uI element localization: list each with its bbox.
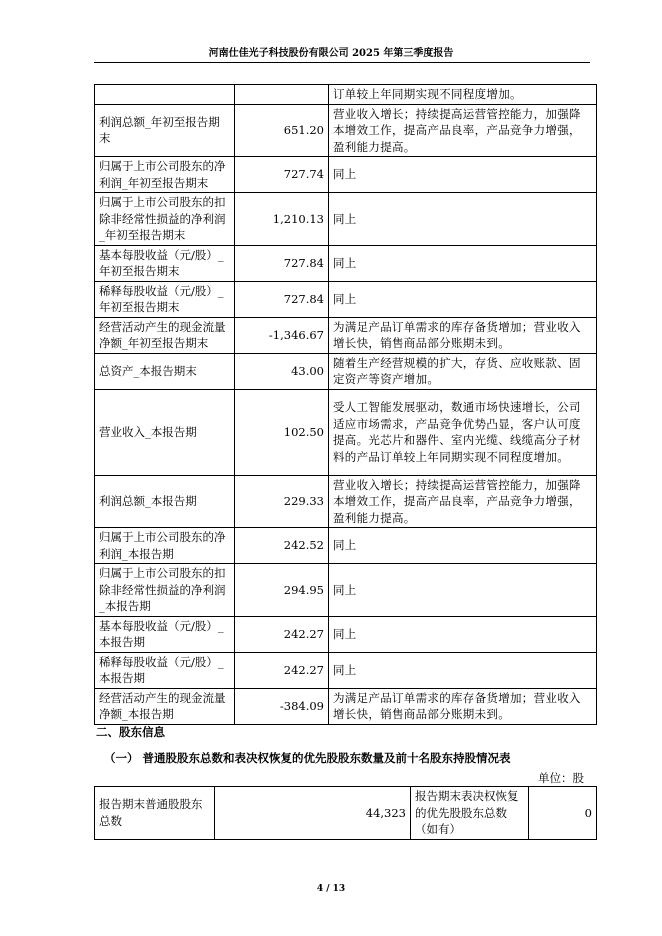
table-row [95,389,597,475]
section-subtitle: （一） 普通股股东总数和表决权恢复的优先股股东数量及前十名股东持股情况表 [104,751,511,765]
item-cell: 经营活动产生的现金流量净额_年初至报告期末 [95,317,235,353]
value-cell: 102.50 [235,389,329,475]
table-row [95,104,597,157]
value-cell: 242.27 [235,616,329,652]
item-cell: 营业收入_本报告期 [95,389,235,475]
value-cell [235,85,329,105]
reason-cell: 订单较上年同期实现不同程度增加。 [329,85,597,105]
item-cell [95,85,235,105]
table-row [95,193,597,246]
reason-cell: 同上 [329,281,597,317]
reason-cell: 受人工智能发展驱动，数通市场快速增长，公司适应市场需求，产品竞争优势凸显，客户认可度提高。光芯片和器件、室内光缆、线缆高分子材料的产品订单较上年同期实现不同程度增加。 [329,389,597,475]
table-row [95,787,597,840]
change-reason-table [94,84,597,725]
value-cell: -384.09 [235,688,329,724]
item-cell: 归属于上市公司股东的扣除非经常性损益的净利润_年初至报告期末 [95,193,235,246]
value-cell: 1,210.13 [235,193,329,246]
value-cell: 294.95 [235,564,329,617]
table-row [95,528,597,564]
table-row [95,317,597,353]
section-title: 二、股东信息 [96,725,165,739]
item-cell: 经营活动产生的现金流量净额_本报告期 [95,688,235,724]
item-cell: 稀释每股收益（元/股）_本报告期 [95,652,235,688]
table-row [95,281,597,317]
reason-cell: 同上 [329,652,597,688]
table-row [95,652,597,688]
item-cell: 利润总额_本报告期 [95,475,235,528]
value-cell: 727.84 [235,281,329,317]
page-header: 河南仕佳光子科技股份有限公司 2025 年第三季度报告 [208,48,454,59]
reason-cell: 营业收入增长；持续提高运营管控能力，加强降本增效工作，提高产品良率，产品竞争力增强，盈利能力提高。 [329,475,597,528]
item-cell: 稀释每股收益（元/股）_年初至报告期末 [95,281,235,317]
value-cell: 242.52 [235,528,329,564]
reason-cell: 同上 [329,616,597,652]
unit-label: 单位：股 [538,771,584,785]
table-row [95,688,597,724]
table-row [95,85,597,105]
item-cell: 归属于上市公司股东的净利润_年初至报告期末 [95,157,235,193]
item-cell: 基本每股收益（元/股）_本报告期 [95,616,235,652]
table-row [95,157,597,193]
reason-cell: 营业收入增长；持续提高运营管控能力，加强降本增效工作，提高产品良率，产品竞争力增强，盈利能力提高。 [329,104,597,157]
table-row [95,353,597,389]
item-cell: 归属于上市公司股东的净利润_本报告期 [95,528,235,564]
item-cell: 归属于上市公司股东的扣除非经常性损益的净利润_本报告期 [95,564,235,617]
value-cell: -1,346.67 [235,317,329,353]
page-number: 4 / 13 [316,884,346,894]
reason-cell: 为满足产品订单需求的库存备货增加；营业收入增长快，销售商品部分账期未到。 [329,688,597,724]
preferred-shareholder-count: 0 [529,787,597,840]
reason-cell: 同上 [329,193,597,246]
value-cell: 727.74 [235,157,329,193]
table-row [95,616,597,652]
common-shareholder-label: 报告期末普通股股东总数 [95,787,215,840]
reason-cell: 同上 [329,157,597,193]
common-shareholder-count: 44,323 [215,787,411,840]
reason-cell: 同上 [329,528,597,564]
value-cell: 229.33 [235,475,329,528]
value-cell: 651.20 [235,104,329,157]
table-row [95,564,597,617]
preferred-shareholder-label: 报告期末表决权恢复的优先股股东总数（如有） [411,787,529,840]
item-cell: 利润总额_年初至报告期末 [95,104,235,157]
value-cell: 43.00 [235,353,329,389]
reason-cell: 随着生产经营规模的扩大，存货、应收账款、固定资产等资产增加。 [329,353,597,389]
reason-cell: 同上 [329,245,597,281]
reason-cell: 为满足产品订单需求的库存备货增加；营业收入增长快，销售商品部分账期未到。 [329,317,597,353]
header-rule [94,62,590,63]
item-cell: 总资产_本报告期末 [95,353,235,389]
table-row [95,475,597,528]
table-row [95,245,597,281]
value-cell: 242.27 [235,652,329,688]
reason-cell: 同上 [329,564,597,617]
item-cell: 基本每股收益（元/股）_年初至报告期末 [95,245,235,281]
value-cell: 727.84 [235,245,329,281]
shareholder-count-table [94,786,597,840]
